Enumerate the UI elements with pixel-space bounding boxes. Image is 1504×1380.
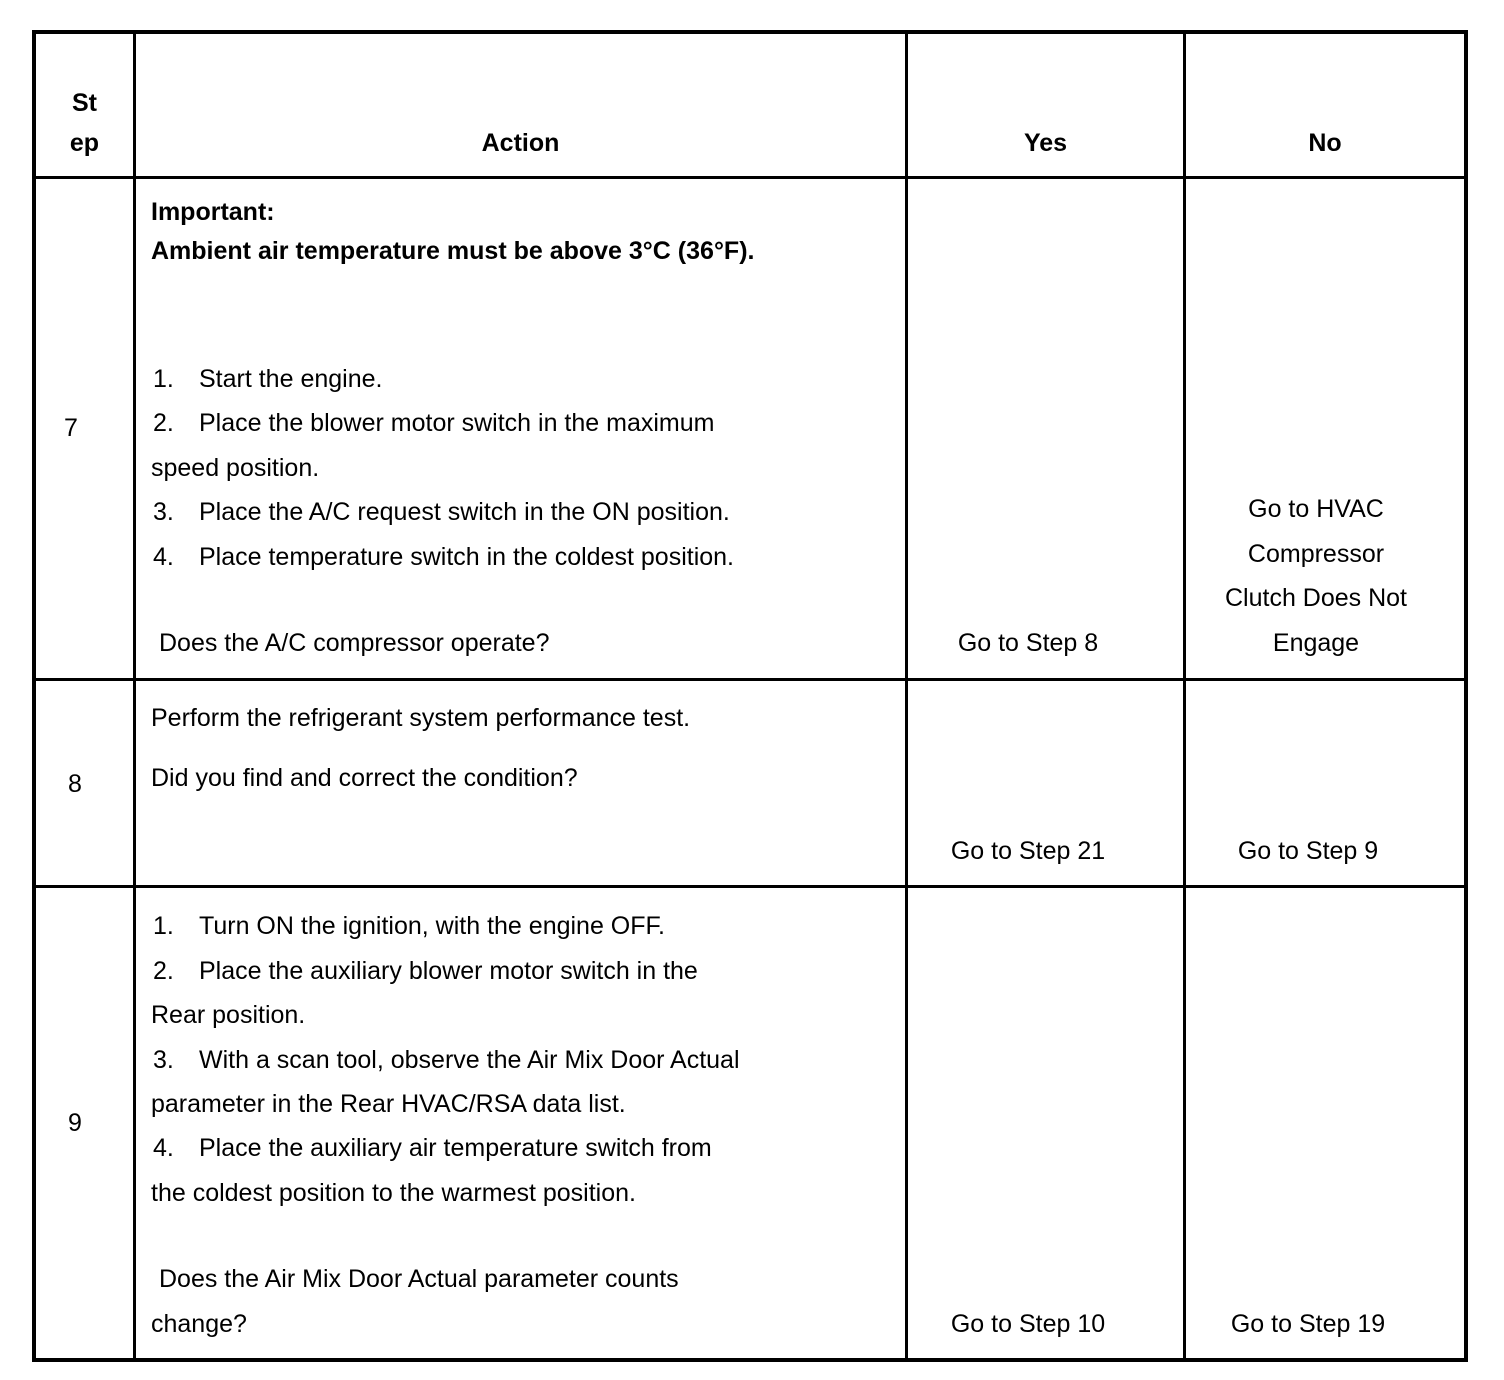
header-yes: Yes — [1023, 129, 1068, 157]
question-text: Does the A/C compressor operate? — [159, 629, 550, 657]
column-divider — [905, 30, 908, 1362]
list-item-continuation: parameter in the Rear HVAC/RSA data list. — [151, 1090, 626, 1118]
list-item-text: Place the A/C request switch in the ON position. — [199, 498, 730, 526]
header-action: Action — [481, 129, 560, 157]
list-item-number: 2. — [153, 957, 174, 985]
no-result: Go to Step 19 — [1230, 1310, 1386, 1338]
list-item-number: 3. — [153, 1046, 174, 1074]
list-item-text: Place the blower motor switch in the maximum — [199, 409, 715, 437]
no-result-line: Engage — [1272, 628, 1360, 657]
important-text: Ambient air temperature must be above 3°C (36°F). — [151, 237, 755, 265]
question-continuation: change? — [151, 1310, 247, 1338]
list-item-text: Place the auxiliary air temperature switch from — [199, 1134, 712, 1162]
list-item-number: 3. — [153, 498, 174, 526]
step-number: 9 — [68, 1109, 82, 1137]
yes-result: Go to Step 21 — [950, 837, 1106, 865]
list-item-continuation: Rear position. — [151, 1001, 306, 1029]
column-divider — [133, 30, 136, 1362]
list-item-number: 4. — [153, 1134, 174, 1162]
column-divider — [1183, 30, 1186, 1362]
header-step-line2: ep — [69, 129, 100, 157]
yes-result: Go to Step 8 — [957, 629, 1099, 657]
no-result: Go to Step 9 — [1237, 837, 1379, 865]
table-border-right — [1464, 30, 1468, 1362]
list-item-number: 1. — [153, 912, 174, 940]
list-item-number: 2. — [153, 409, 174, 437]
list-item-text: With a scan tool, observe the Air Mix Door Actual — [199, 1046, 740, 1074]
question-text: Did you find and correct the condition? — [151, 764, 578, 792]
step-number: 8 — [68, 770, 82, 798]
action-text: Perform the refrigerant system performance test. — [151, 704, 691, 732]
yes-result: Go to Step 10 — [950, 1310, 1106, 1338]
step-number: 7 — [64, 414, 78, 442]
list-item-number: 1. — [153, 365, 174, 393]
list-item-text: Start the engine. — [199, 365, 383, 393]
row-divider — [32, 678, 1468, 681]
important-label: Important: — [151, 198, 275, 226]
row-divider — [32, 885, 1468, 888]
question-text: Does the Air Mix Door Actual parameter counts — [159, 1265, 679, 1293]
list-item-continuation: the coldest position to the warmest position. — [151, 1179, 636, 1207]
no-result — [1186, 494, 1446, 672]
list-item-continuation: speed position. — [151, 454, 320, 482]
troubleshooting-table — [32, 30, 1468, 1362]
header-row-divider — [32, 176, 1468, 179]
header-step-line1: St — [72, 89, 97, 117]
list-item-number: 4. — [153, 543, 174, 571]
no-result-line: Clutch Does Not — [1224, 584, 1408, 612]
no-result-line: Go to HVAC — [1248, 495, 1384, 523]
no-result-line: Compressor — [1247, 539, 1385, 568]
header-step — [36, 88, 133, 158]
table-border-bottom — [32, 1358, 1468, 1362]
list-item-text: Turn ON the ignition, with the engine OFF. — [199, 912, 665, 940]
list-item-text: Place temperature switch in the coldest position. — [199, 543, 734, 571]
list-item-text: Place the auxiliary blower motor switch in the — [199, 957, 698, 985]
header-no: No — [1308, 129, 1342, 157]
table-border-top — [32, 30, 1468, 34]
table-border-left — [32, 30, 36, 1362]
